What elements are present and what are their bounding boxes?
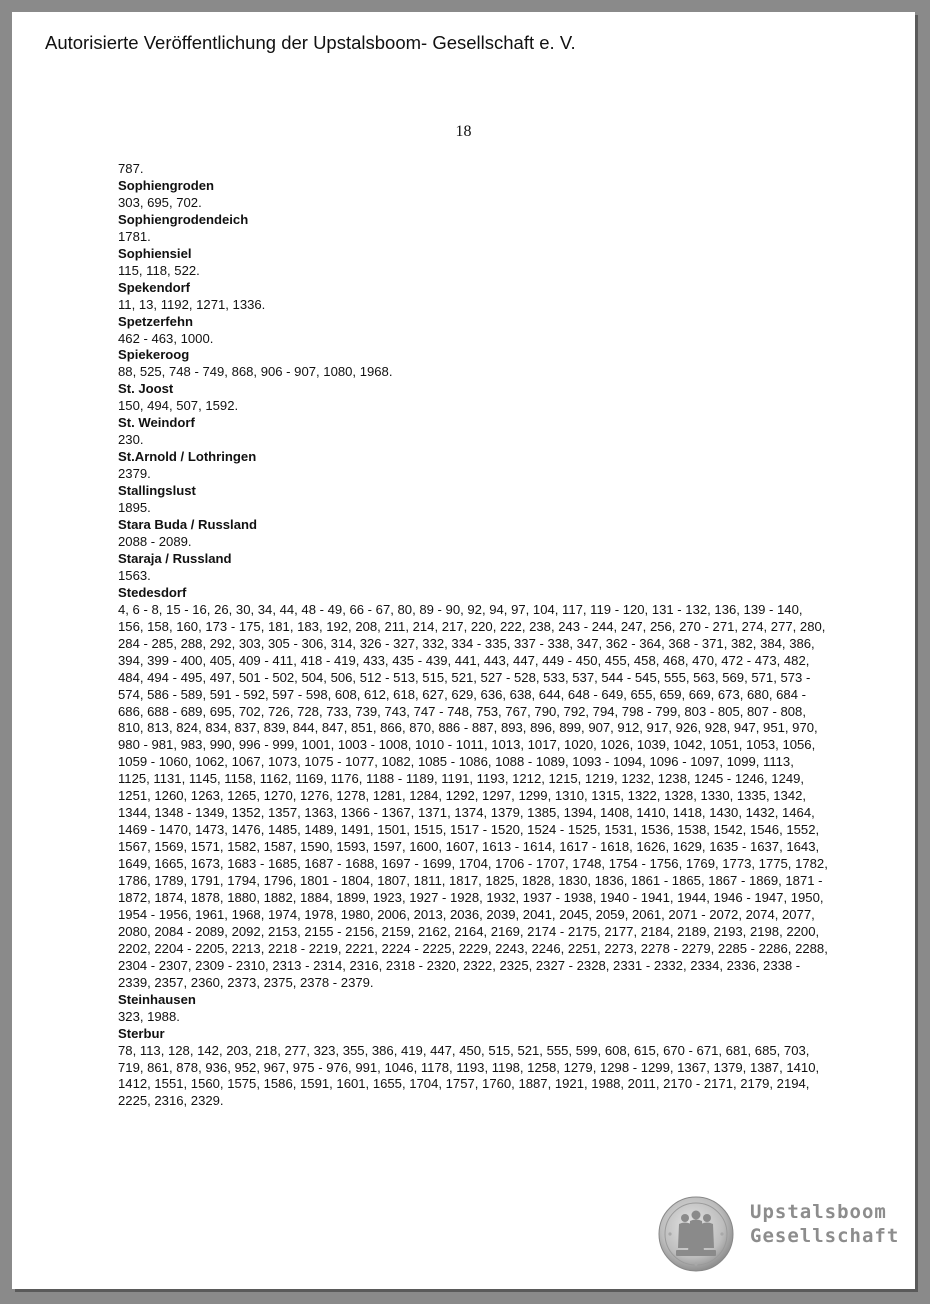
index-entry (118, 585, 828, 992)
index-entry (118, 551, 828, 585)
index-entry (118, 161, 828, 178)
place-name: Sterbur (118, 1025, 165, 1041)
reference-numbers: 4, 6 - 8, 15 - 16, 26, 30, 34, 44, 48 - 49, 66 - 67, 80, 89 - 90, 92, 94, 97, 104, 117, 119 - 120, 131 - 132, 136, 139 - 140, 156, 158, 160, 173 - 175, 181, 183, 192, 208, 211, 214, 217, 220, 222, 238, 243 - 244, 247, 256, 270 - 271, 274, 277, 280, 284 - 285, 288, 292, 303, 305 - 306, 314, 326 - 327, 332, 334 - 335, 337 - 338, 347, 362 - 364, 368 - 371, 382, 384, 386, 394, 399 - 400, 405, 409 - 411, 418 - 419, 433, 435 - 439, 441, 443, 447, 449 - 450, 455, 458, 468, 470, 472 - 473, 482, 484, 494 - 495, 497, 501 - 502, 504, 506, 512 - 513, 515, 521, 527 - 528, 533, 537, 544 - 545, 555, 563, 569, 571, 573 - 574, 586 - 589, 591 - 592, 597 - 598, 608, 612, 618, 627, 629, 636, 638, 644, 648 - 649, 655, 659, 669, 673, 680, 684 - 686, 688 - 689, 695, 702, 726, 728, 733, 739, 743, 747 - 748, 753, 767, 790, 792, 794, 798 - 799, 803 - 805, 807 - 808, 810, 813, 824, 834, 837, 839, 844, 847, 851, 866, 870, 886 - 887, 893, 896, 899, 907, 912, 917, 926, 928, 947, 951, 970, 980 - 981, 983, 990, 996 - 999, 1001, 1003 - 1008, 1010 - 1011, 1013, 1017, 1020, 1026, 1039, 1042, 1051, 1053, 1056, 1059 - 1060, 1062, 1067, 1073, 1075 - 1077, 1082, 1085 - 1086, 1088 - 1089, 1093 - 1094, 1096 - 1097, 1099, 1113, 1125, 1131, 1145, 1158, 1162, 1169, 1176, 1188 - 1189, 1191, 1193, 1212, 1215, 1219, 1232, 1238, 1245 - 1246, 1249, 1251, 1260, 1263, 1265, 1270, 1276, 1278, 1281, 1284, 1292, 1297, 1299, 1310, 1315, 1322, 1328, 1330, 1335, 1342, 1344, 1348 - 1349, 1352, 1357, 1363, 1366 - 1367, 1371, 1374, 1379, 1385, 1394, 1408, 1410, 1418, 1430, 1432, 1464, 1469 - 1470, 1473, 1476, 1485, 1489, 1491, 1501, 1515, 1517 - 1520, 1524 - 1525, 1531, 1536, 1538, 1542, 1546, 1552, 1567, 1569, 1571, 1582, 1587, 1590, 1593, 1597, 1600, 1607, 1613 - 1614, 1617 - 1618, 1626, 1629, 1635 - 1637, 1643, 1649, 1665, 1673, 1683 - 1685, 1687 - 1688, 1697 - 1699, 1704, 1706 - 1707, 1748, 1754 - 1756, 1769, 1773, 1775, 1782, 1786, 1789, 1791, 1794, 1796, 1801 - 1804, 1807, 1811, 1817, 1825, 1828, 1830, 1836, 1861 - 1865, 1867 - 1869, 1871 - 1872, 1874, 1878, 1880, 1882, 1884, 1899, 1923, 1927 - 1928, 1932, 1937 - 1938, 1940 - 1941, 1944, 1946 - 1947, 1950, 1954 - 1956, 1961, 1968, 1974, 1978, 1980, 2006, 2013, 2036, 2039, 2041, 2045, 2059, 2061, 2071 - 2072, 2074, 2077, 2080, 2084 - 2089, 2092, 2153, 2155 - 2156, 2159, 2162, 2164, 2169, 2174 - 2175, 2177, 2184, 2189, 2193, 2198, 2200, 2202, 2204 - 2205, 2213, 2218 - 2219, 2221, 2224 - 2225, 2229, 2243, 2246, 2251, 2273, 2278 - 2279, 2285 - 2286, 2288, 2304 - 2307, 2309 - 2310, 2313 - 2314, 2316, 2318 - 2320, 2322, 2325, 2327 - 2328, 2331 - 2332, 2334, 2336, 2338 - 2339, 2357, 2360, 2373, 2375, 2378 - 2379. (118, 601, 828, 990)
index-entry (118, 1026, 828, 1111)
place-name: Sophiengrodendeich (118, 211, 249, 227)
place-index-list (118, 161, 828, 1110)
place-name: Stallingslust (118, 483, 196, 499)
reference-numbers: 1781. (118, 228, 151, 244)
reference-numbers: 787. (118, 161, 144, 176)
logo-line-1: Upstalsboom (750, 1201, 887, 1223)
reference-numbers: 150, 494, 507, 1592. (118, 398, 239, 414)
place-name: St. Weindorf (118, 415, 195, 431)
reference-numbers: 11, 13, 1192, 1271, 1336. (118, 296, 266, 312)
reference-numbers: 303, 695, 702. (118, 194, 202, 210)
place-name: Staraja / Russland (118, 550, 232, 566)
reference-numbers: 115, 118, 522. (118, 262, 200, 278)
place-name: St.Arnold / Lothringen (118, 449, 257, 465)
seal-icon (658, 1196, 734, 1272)
reference-numbers: 462 - 463, 1000. (118, 330, 214, 346)
index-entry (118, 314, 828, 348)
index-entry (118, 449, 828, 483)
page-number: 18 (455, 123, 472, 140)
reference-numbers: 1895. (118, 500, 151, 516)
reference-numbers: 2379. (118, 466, 151, 482)
index-entry (118, 246, 828, 280)
place-name: Sophiengroden (118, 177, 215, 193)
index-entry (118, 212, 828, 246)
place-name: Stara Buda / Russland (118, 517, 257, 533)
reference-numbers: 230. (118, 432, 144, 448)
place-name: Sophiensiel (118, 245, 192, 261)
reference-numbers: 2088 - 2089. (118, 533, 192, 549)
place-name: Stedesdorf (118, 584, 187, 600)
index-entry (118, 347, 828, 381)
place-name: Spiekeroog (118, 347, 190, 363)
index-entry (118, 178, 828, 212)
reference-numbers: 323, 1988. (118, 1008, 180, 1024)
reference-numbers: 1563. (118, 567, 151, 583)
place-name: Steinhausen (118, 991, 196, 1007)
place-name: Spekendorf (118, 279, 191, 295)
reference-numbers: 88, 525, 748 - 749, 868, 906 - 907, 1080, 1968. (118, 364, 393, 380)
index-entry (118, 517, 828, 551)
index-entry (118, 483, 828, 517)
index-entry (118, 415, 828, 449)
place-name: Spetzerfehn (118, 313, 193, 329)
logo-line-2: Gesellschaft (750, 1225, 900, 1247)
index-entry (118, 280, 828, 314)
index-entry (118, 381, 828, 415)
reference-numbers: 78, 113, 128, 142, 203, 218, 277, 323, 355, 386, 419, 447, 450, 515, 521, 555, 599, 608, 615, 670 - 671, 681, 685, 703, 719, 861, 878, 936, 952, 967, 975 - 976, 991, 1046, 1178, 1193, 1198, 1258, 1279, 1298 - 1299, 1367, 1379, 1387, 1410, 1412, 1551, 1560, 1575, 1586, 1591, 1601, 1655, 1704, 1757, 1760, 1887, 1921, 1988, 2011, 2170 - 2171, 2179, 2194, 2225, 2316, 2329. (118, 1042, 820, 1109)
document-page (12, 12, 915, 1289)
place-name: St. Joost (118, 381, 174, 397)
document-header: Autorisierte Veröffentlichung der Upstalsboom- Gesellschaft e. V. (45, 32, 576, 53)
index-entry (118, 992, 828, 1026)
logo-wordmark (750, 1200, 899, 1248)
society-logo (658, 1196, 908, 1276)
